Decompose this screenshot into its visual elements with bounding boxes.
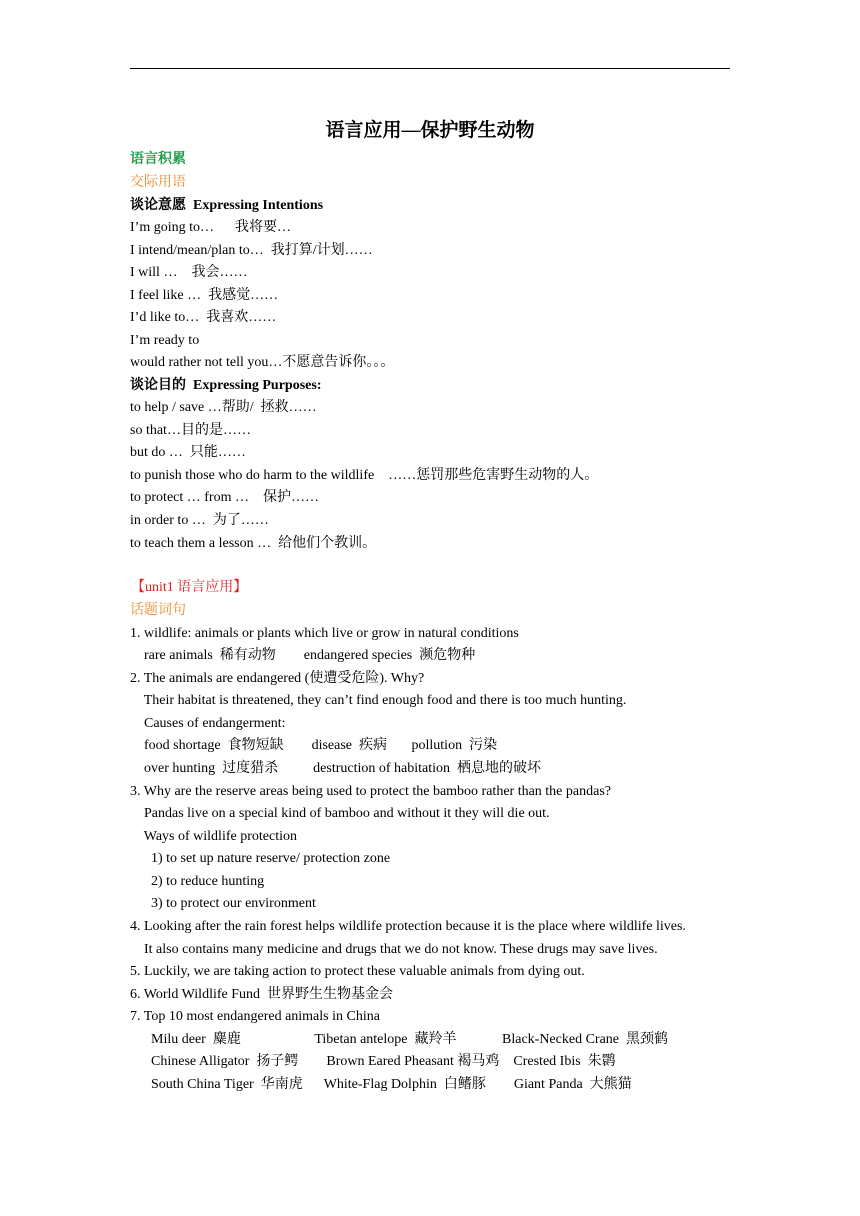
topic-line: South China Tiger 华南虎 White-Flag Dolphin 白鳍豚 Giant Panda 大熊猫 — [130, 1077, 632, 1092]
intention-line: I’m going to… 我将要… — [130, 220, 291, 235]
intention-line: I’d like to… 我喜欢…… — [130, 310, 277, 325]
topic-line: rare animals 稀有动物 endangered species 濒危物种 — [130, 648, 476, 663]
intention-line: I feel like … 我感觉…… — [130, 288, 279, 303]
page-title: 语言应用—保护野生动物 — [325, 120, 535, 141]
topic-line: 5. Luckily, we are taking action to protect these valuable animals from dying out. — [130, 964, 585, 979]
purpose-line: so that…目的是…… — [130, 423, 251, 438]
purpose-line: to help / save …帮助/ 拯救…… — [130, 400, 317, 415]
topic-line: Causes of endangerment: — [130, 716, 286, 731]
topic-line: 6. World Wildlife Fund 世界野生生物基金会 — [130, 987, 394, 1002]
intention-line: I intend/mean/plan to… 我打算/计划…… — [130, 243, 373, 258]
topic-line: 3. Why are the reserve areas being used to protect the bamboo rather than the pandas? — [130, 784, 611, 799]
unit-heading: 【unit1 语言应用】 — [131, 580, 248, 595]
purpose-line: to punish those who do harm to the wildlife ……惩罚那些危害野生动物的人。 — [130, 468, 599, 483]
header-rule — [130, 68, 730, 69]
topic-line: 1) to set up nature reserve/ protection zone — [130, 851, 391, 866]
section-heading-language: 语言积累 — [130, 152, 186, 167]
topic-line: 1. wildlife: animals or plants which live or grow in natural conditions — [130, 626, 519, 641]
purpose-line: to teach them a lesson … 给他们个教训。 — [130, 536, 377, 551]
topic-line: 3) to protect our environment — [130, 896, 316, 911]
topic-line: Pandas live on a special kind of bamboo and without it they will die out. — [130, 806, 550, 821]
intention-line: I will … 我会…… — [130, 265, 248, 280]
intention-line: I’m ready to — [130, 333, 200, 348]
section-heading-expressions: 交际用语 — [130, 175, 186, 190]
intention-line: would rather not tell you…不愿意告诉你。。。 — [130, 355, 395, 370]
topic-line: 2) to reduce hunting — [130, 874, 265, 889]
purpose-line: in order to … 为了…… — [130, 513, 269, 528]
intentions-heading: 谈论意愿 Expressing Intentions — [130, 198, 324, 213]
purposes-heading: 谈论目的 Expressing Purposes: — [130, 378, 322, 393]
topic-line: Ways of wildlife protection — [130, 829, 297, 844]
topic-line: It also contains many medicine and drugs that we do not know. These drugs may save lives. — [130, 942, 658, 957]
topic-line: over hunting 过度猎杀 destruction of habitation 栖息地的破坏 — [130, 761, 542, 776]
topic-line: Milu deer 麋鹿 Tibetan antelope 藏羚羊 Black-Necked Crane 黑颈鹤 — [130, 1032, 669, 1047]
topic-line: food shortage 食物短缺 disease 疾病 pollution 污染 — [130, 738, 498, 753]
purpose-line: but do … 只能…… — [130, 445, 246, 460]
topic-line: Chinese Alligator 扬子鳄 Brown Eared Pheasant 褐马鸡 Crested Ibis 朱鹮 — [130, 1054, 616, 1069]
topic-line: Their habitat is threatened, they can’t find enough food and there is too much hunting. — [130, 693, 627, 708]
topic-line: 4. Looking after the rain forest helps wildlife protection because it is the place where wildlife lives. — [130, 919, 686, 934]
topic-line: 7. Top 10 most endangered animals in China — [130, 1009, 380, 1024]
topic-line: 2. The animals are endangered (使遭受危险). Why? — [130, 671, 425, 686]
purpose-line: to protect … from … 保护…… — [130, 490, 319, 505]
topic-heading: 话题词句 — [130, 603, 186, 618]
